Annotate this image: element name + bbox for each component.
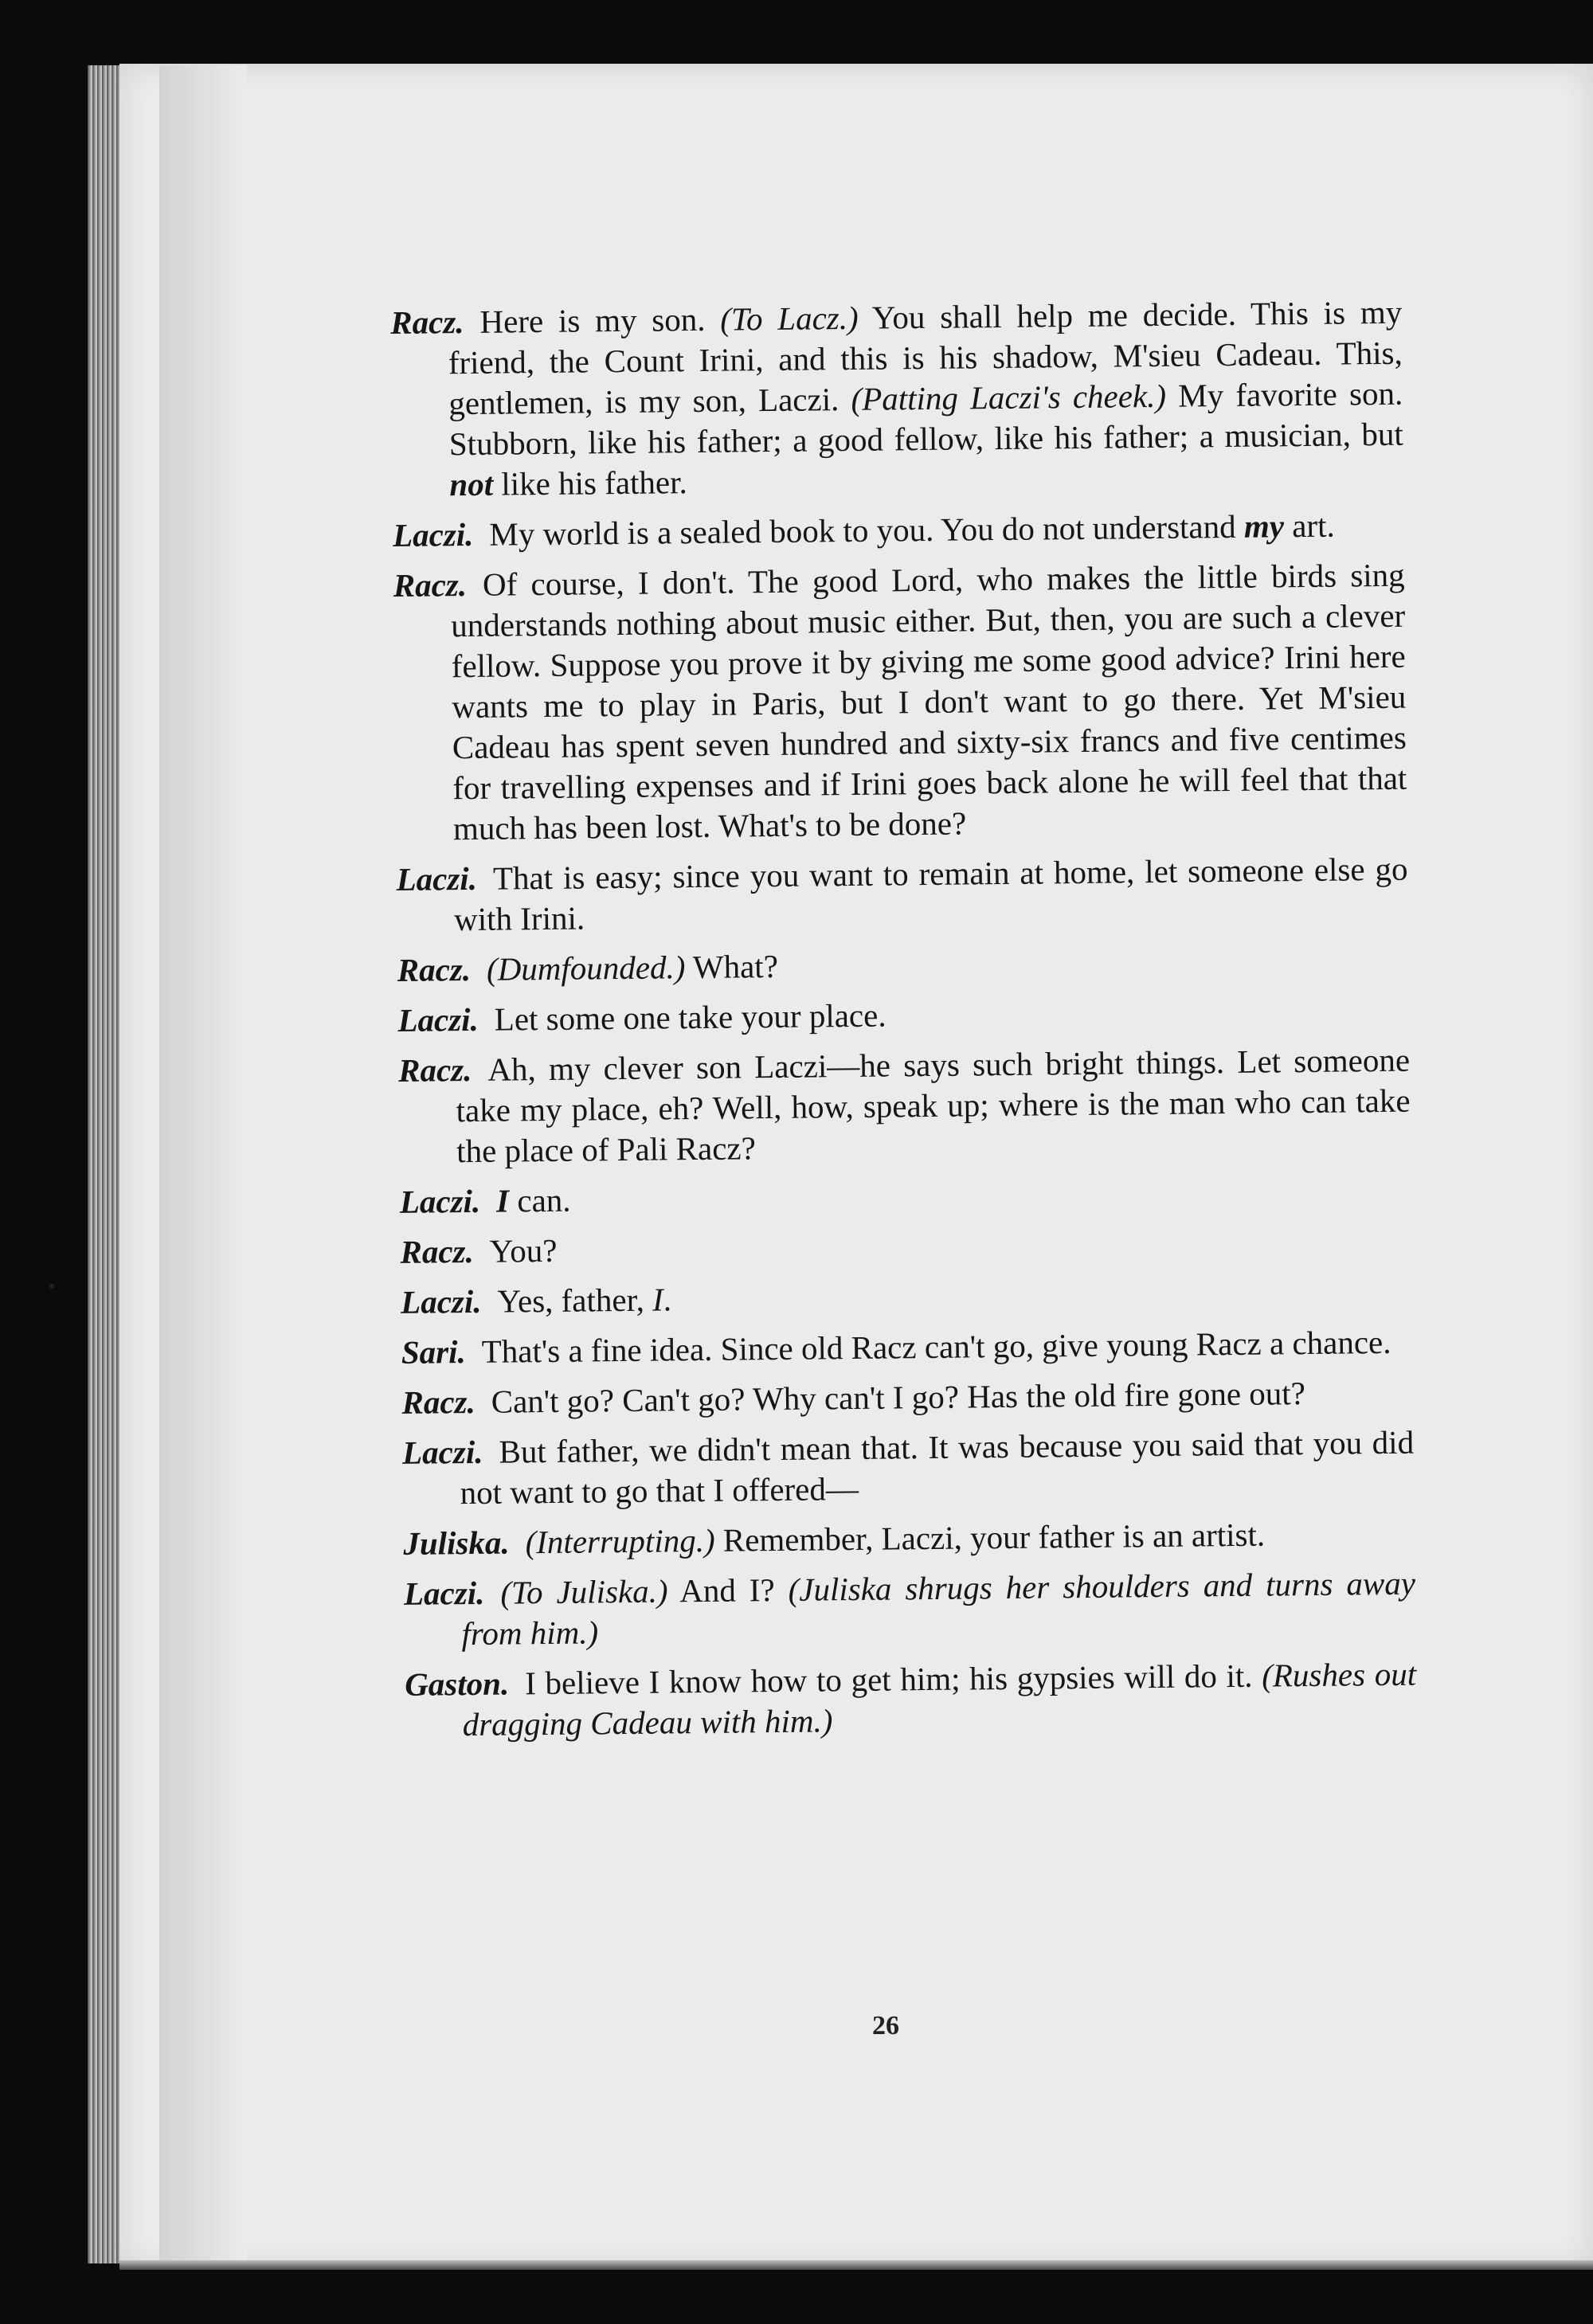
speaker-name: Laczi.: [403, 1574, 485, 1612]
speech-5: [397, 940, 1409, 991]
stage-direction: (To Lacz.): [720, 299, 859, 338]
speaker-name: Sari.: [401, 1333, 466, 1371]
speech-2: [393, 505, 1404, 556]
dialogue-text: That is easy; since you want to remain at home, let someone else go with Irini.: [453, 850, 1408, 938]
dialogue-text: But father, we didn't mean that. It was because you said that you did not want to go that I offered—: [460, 1423, 1415, 1512]
stage-direction: I: [652, 1281, 663, 1318]
dialogue-text: I believe I know how to get him; his gypsies will do it.: [524, 1657, 1262, 1702]
speech-4: [396, 849, 1408, 941]
speaker-name: Laczi.: [396, 859, 478, 898]
dialogue-text: can.: [508, 1181, 571, 1219]
speech-16: [405, 1654, 1417, 1746]
stage-direction: (Rushes out dragging Cadeau with him.): [462, 1655, 1417, 1743]
speaker-name: Laczi.: [399, 1182, 481, 1220]
speech-1: [390, 292, 1404, 506]
dialogue-text: And I?: [667, 1571, 789, 1610]
speaker-name: Juliska.: [403, 1524, 510, 1562]
dialogue-text: .: [663, 1281, 672, 1318]
speech-3: [393, 555, 1407, 850]
dialogue-text: Ah, my clever son Laczi—he says such bright things. Let someone take my place, eh? Well, how, speak up; where is the man who can take the place of Pali Racz?: [456, 1041, 1411, 1170]
speaker-name: Racz.: [393, 566, 468, 604]
speech-10: [401, 1272, 1412, 1323]
speech-12: [401, 1372, 1413, 1423]
speech-8: [400, 1172, 1411, 1223]
speech-9: [400, 1222, 1411, 1273]
dialogue-text: art.: [1283, 507, 1335, 545]
stage-direction: (Interrupting.): [525, 1521, 715, 1561]
speaker-name: Racz.: [400, 1232, 474, 1270]
dialogue-text: You shall help me decide. This is my friend, the Count Irini, and this is his shadow, M'sieu Cadeau. This, gentlemen, is my son, Laczi.: [448, 293, 1403, 422]
dialogue-text: Remember, Laczi, your father is an artist.: [714, 1516, 1266, 1559]
speech-15: [404, 1563, 1416, 1655]
speech-6: [397, 990, 1409, 1041]
stage-direction: (Juliska shrugs her shoulders and turns away from him.): [461, 1564, 1416, 1653]
emphasis-text: not: [449, 465, 494, 503]
stage-direction: (To Juliska.): [500, 1572, 668, 1611]
speech-14: [403, 1513, 1415, 1564]
speaker-name: Racz.: [390, 303, 464, 341]
speech-13: [402, 1422, 1415, 1514]
speaker-name: Laczi.: [400, 1282, 482, 1320]
page-number: 26: [872, 2011, 899, 2040]
speaker-name: Gaston.: [404, 1665, 510, 1703]
speaker-name: Racz.: [397, 950, 472, 988]
dialogue-text: Here is my son.: [479, 300, 721, 340]
play-dialogue: [390, 292, 1417, 1755]
dialogue-text: Yes, father,: [497, 1281, 653, 1320]
page-bottom-edge: [119, 2260, 1593, 2270]
stage-direction: (Patting Laczi's cheek.): [851, 377, 1167, 417]
dialogue-text: That's a fine idea. Since old Racz can't go, give young Racz a chance.: [481, 1323, 1391, 1370]
speaker-name: Laczi.: [397, 1000, 479, 1039]
dialogue-text: My world is a sealed book to you. You do not understand: [489, 507, 1245, 553]
dialogue-text: Can't go? Can't go? Why can't I go? Has the old fire gone out?: [491, 1375, 1306, 1420]
dialogue-text: My favorite son. Stubborn, like his father; a good fellow, like his father; a musician, but: [448, 374, 1404, 463]
dialogue-text: like his father.: [492, 464, 687, 503]
dialogue-text: What?: [685, 947, 779, 986]
speech-7: [398, 1040, 1411, 1172]
gutter-shadow: [159, 65, 247, 2263]
dialogue-text: You?: [489, 1231, 558, 1270]
dust-speck: [49, 1284, 54, 1289]
speaker-name: Racz.: [397, 1050, 472, 1089]
emphasis-text: my: [1243, 507, 1285, 545]
speaker-name: Racz.: [401, 1383, 476, 1421]
emphasis-text: I: [495, 1182, 510, 1219]
stage-direction: (Dumfounded.): [486, 949, 686, 988]
dialogue-text: Let some one take your place.: [494, 996, 887, 1038]
speaker-name: Laczi.: [392, 515, 474, 554]
dialogue-text: Of course, I don't. The good Lord, who makes the little birds sing understands nothing about music either. But, then, you are such a clever fellow. Suppose you prove it by giving me some good advice? Irini here wants me to play in Paris, but I don't want to go there. Yet M'sieu Cadeau has spent seven hundred and sixty-six francs and five centimes for travelling expenses and if Irini goes back alone he will feel that that much has been lost. What's to be done?: [451, 556, 1407, 847]
speech-11: [401, 1322, 1413, 1373]
speaker-name: Laczi.: [401, 1433, 483, 1471]
